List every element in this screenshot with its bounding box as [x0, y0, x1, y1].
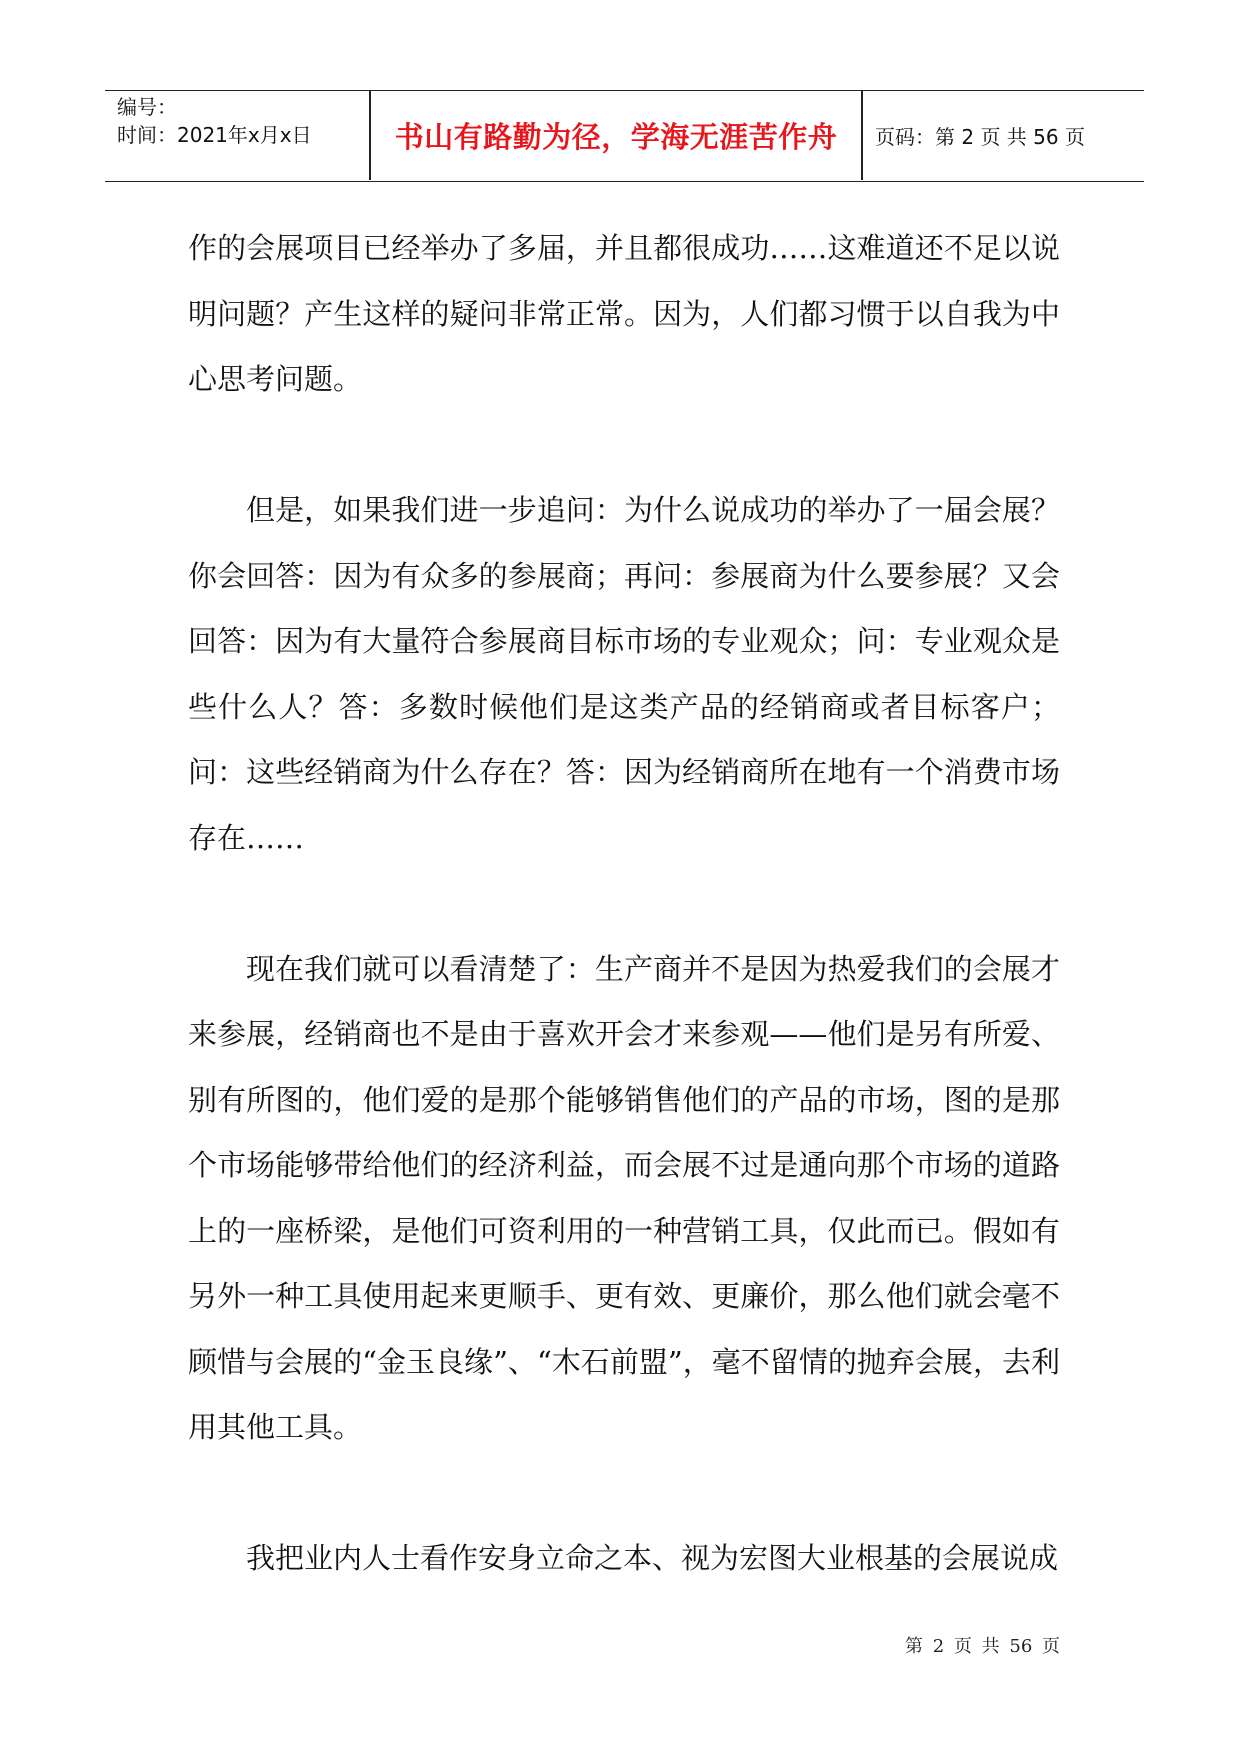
page-header — [105, 90, 1144, 182]
header-page-number: 页码：第 2 页 共 56 页 — [875, 125, 1085, 149]
document-time-label: 时间：2021年x月x日 — [117, 123, 312, 147]
document-body — [188, 216, 1060, 1657]
paragraph: 但是，如果我们进一步追问：为什么说成功的举办了一届会展？你会回答：因为有众多的参展商；再问：参展商为什么要参展？又会回答：因为有大量符合参展商目标市场的专业观众；问：专业观众是些什么人？答：多数时候他们是这类产品的经销商或者目标客户；问：这些经销商为什么存在？答：因为经销商所在地有一个消费市场存在…… — [188, 493, 1060, 855]
paragraph-continuation: 作的会展项目已经举办了多届，并且都很成功……这难道还不足以说明问题？产生这样的疑问非常正常。因为，人们都习惯于以自我为中心思考问题。 — [188, 231, 1060, 396]
header-divider-right — [861, 91, 863, 180]
paragraph: 现在我们就可以看清楚了：生产商并不是因为热爱我们的会展才来参展，经销商也不是由于喜欢开会才来参观——他们是另有所爱、别有所图的，他们爱的是那个能够销售他们的产品的市场，图的是那个市场能够带给他们的经济利益，而会展不过是通向那个市场的道路上的一座桥梁，是他们可资利用的一种营销工具，仅此而已。假如有另外一种工具使用起来更顺手、更有效、更廉价，那么他们就会毫不顾惜与会展的“金玉良缘”、“木石前盟”，毫不留情的抛弃会展，去利用其他工具。 — [188, 951, 1060, 1444]
document-number-label: 编号： — [117, 95, 177, 119]
header-motto: 书山有路勤为径，学海无涯苦作舟 — [394, 120, 838, 154]
paragraph: 我把业内人士看作安身立命之本、视为宏图大业根基的会展说成 — [246, 1541, 1059, 1575]
header-meta — [117, 93, 367, 149]
page-footer: 第 2 页 共 56 页 — [905, 1636, 1060, 1657]
